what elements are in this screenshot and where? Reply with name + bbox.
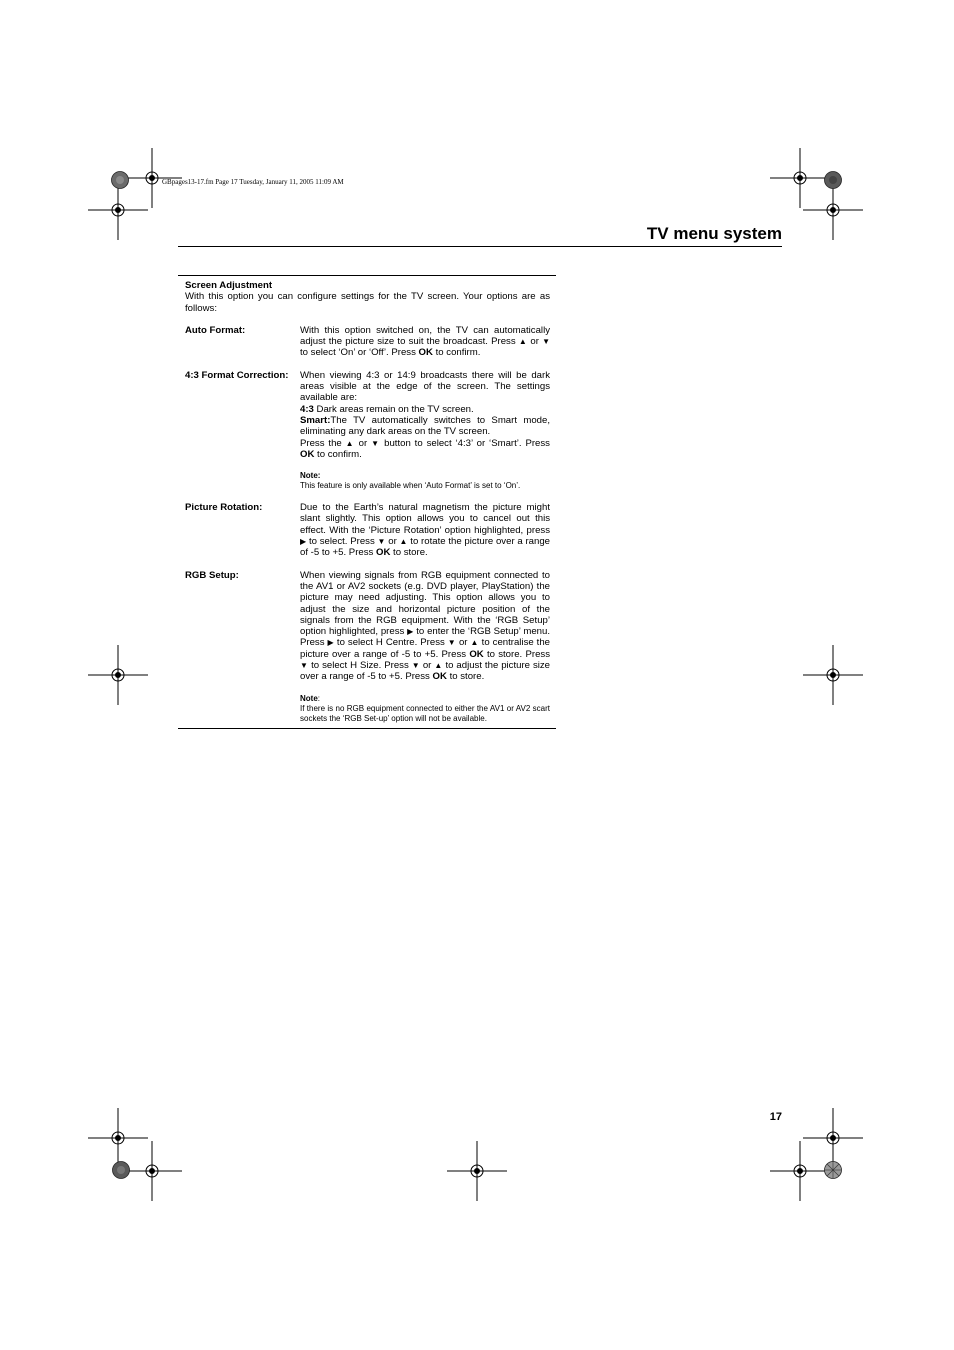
rgb-setup-note <box>300 694 550 724</box>
text: to select H Centre. Press <box>333 637 448 649</box>
auto-format-row <box>185 325 550 359</box>
text: button to select ‘4:3’ or ‘Smart’. Press <box>380 437 550 449</box>
text: or <box>385 536 400 548</box>
ok-key: OK <box>432 671 447 683</box>
text: to centralise the picture over a range of -5 to +5. Press <box>300 637 551 660</box>
text: Press the <box>300 437 346 449</box>
right-arrow-icon: ▶ <box>300 537 307 547</box>
format-correction-description <box>300 370 550 491</box>
auto-format-description <box>300 325 550 359</box>
format-correction-term: 4:3 Format Correction: <box>185 369 289 381</box>
note-text: This feature is only available when ‘Auto Format’ is set to ‘On’. <box>300 481 521 491</box>
text: to select. Press <box>306 536 378 548</box>
text: Due to the Earth’s natural magnetism the picture might slant slightly. This option allows you to cancel out this effect. With the ‘Picture Rotation’ option highlighted, press <box>300 502 550 536</box>
text: to store. Press <box>483 648 550 660</box>
text: to store. <box>446 671 485 683</box>
down-arrow-icon: ▼ <box>371 438 381 448</box>
ok-key: OK <box>469 648 484 660</box>
text: to select H Size. Press <box>308 660 412 672</box>
option-label: 4:3 <box>300 403 314 415</box>
note-label: Note <box>300 693 318 703</box>
section-intro: With this option you can configure settings for the TV screen. Your options are as follows: <box>185 291 550 314</box>
text: to adjust the picture size over a range of -5 to +5. Press <box>300 660 551 683</box>
right-arrow-icon: ▶ <box>407 627 414 637</box>
picture-rotation-term: Picture Rotation: <box>185 502 263 514</box>
paragraph <box>300 438 550 461</box>
text: When viewing signals from RGB equipment connected to the AV1 or AV2 sockets (e.g. DVD player, PlayStation) the picture may need adjusting. This option allows you to adjust the size and horizontal picture position of the signals from the RGB equipment. With the ‘RGB Setup’ option highlighted, press <box>300 569 550 638</box>
text: or <box>527 336 543 348</box>
text: to store. <box>390 547 428 559</box>
rgb-setup-row <box>185 570 550 724</box>
text: to rotate the picture over a range of -5 to +5. Press <box>300 536 551 559</box>
text: : <box>317 693 321 703</box>
rgb-setup-description <box>300 570 550 724</box>
up-arrow-icon: ▲ <box>399 537 408 547</box>
page-title: TV menu system <box>646 224 782 243</box>
text: Dark areas remain on the TV screen. <box>313 403 474 415</box>
section-title: Screen Adjustment <box>185 280 273 291</box>
calibration-disc-icon <box>824 171 842 189</box>
down-arrow-icon: ▼ <box>542 337 551 347</box>
text: or <box>354 437 372 449</box>
header-divider <box>178 246 782 247</box>
text: With this option switched on, the TV can automatically adjust the picture size to suit the broadcast. Press <box>300 324 550 348</box>
ok-key: OK <box>376 547 391 559</box>
text: to confirm. <box>432 347 481 359</box>
option-4-3 <box>300 404 550 415</box>
option-label: Smart: <box>300 414 331 426</box>
calibration-disc-icon <box>111 171 129 189</box>
down-arrow-icon: ▼ <box>300 661 309 671</box>
note-label: Note: <box>300 471 321 481</box>
text: to confirm. <box>314 448 362 460</box>
up-arrow-icon: ▲ <box>434 661 443 671</box>
paragraph: When viewing 4:3 or 14:9 broadcasts there will be dark areas visible at the edge of the screen. The settings available are: <box>300 369 550 404</box>
ok-key: OK <box>418 347 433 359</box>
down-arrow-icon: ▼ <box>411 661 420 671</box>
text: or <box>419 660 435 672</box>
down-arrow-icon: ▼ <box>377 537 386 547</box>
ok-key: OK <box>300 448 315 460</box>
rgb-setup-term: RGB Setup: <box>185 569 239 581</box>
text: The TV automatically switches to Smart mode, eliminating any dark areas on the TV screen. <box>300 414 550 438</box>
format-correction-note <box>300 471 550 491</box>
file-info: GBpages13-17.fm Page 17 Tuesday, January 11, 2005 11:09 AM <box>162 178 344 186</box>
up-arrow-icon: ▲ <box>518 337 528 347</box>
text: or <box>456 637 471 649</box>
picture-rotation-row <box>185 502 550 558</box>
up-arrow-icon: ▲ <box>470 638 479 648</box>
format-correction-row <box>185 370 550 491</box>
text: to select ‘On’ or ‘Off’. Press <box>300 347 419 359</box>
right-arrow-icon: ▶ <box>327 638 334 648</box>
page-number: 17 <box>769 1111 782 1123</box>
down-arrow-icon: ▼ <box>447 638 456 648</box>
calibration-disc-icon <box>112 1161 130 1179</box>
auto-format-term: Auto Format: <box>185 324 246 336</box>
calibration-disc-icon <box>824 1161 842 1179</box>
note-text: If there is no RGB equipment connected to either the AV1 or AV2 scart sockets the ‘RGB Set-up’ option will not be available. <box>300 703 550 723</box>
up-arrow-icon: ▲ <box>345 438 355 448</box>
picture-rotation-description <box>300 502 550 558</box>
text: to enter the ‘RGB Setup’ menu. Press <box>300 626 551 649</box>
option-smart <box>300 415 550 438</box>
screen-adjustment-panel <box>178 275 556 729</box>
